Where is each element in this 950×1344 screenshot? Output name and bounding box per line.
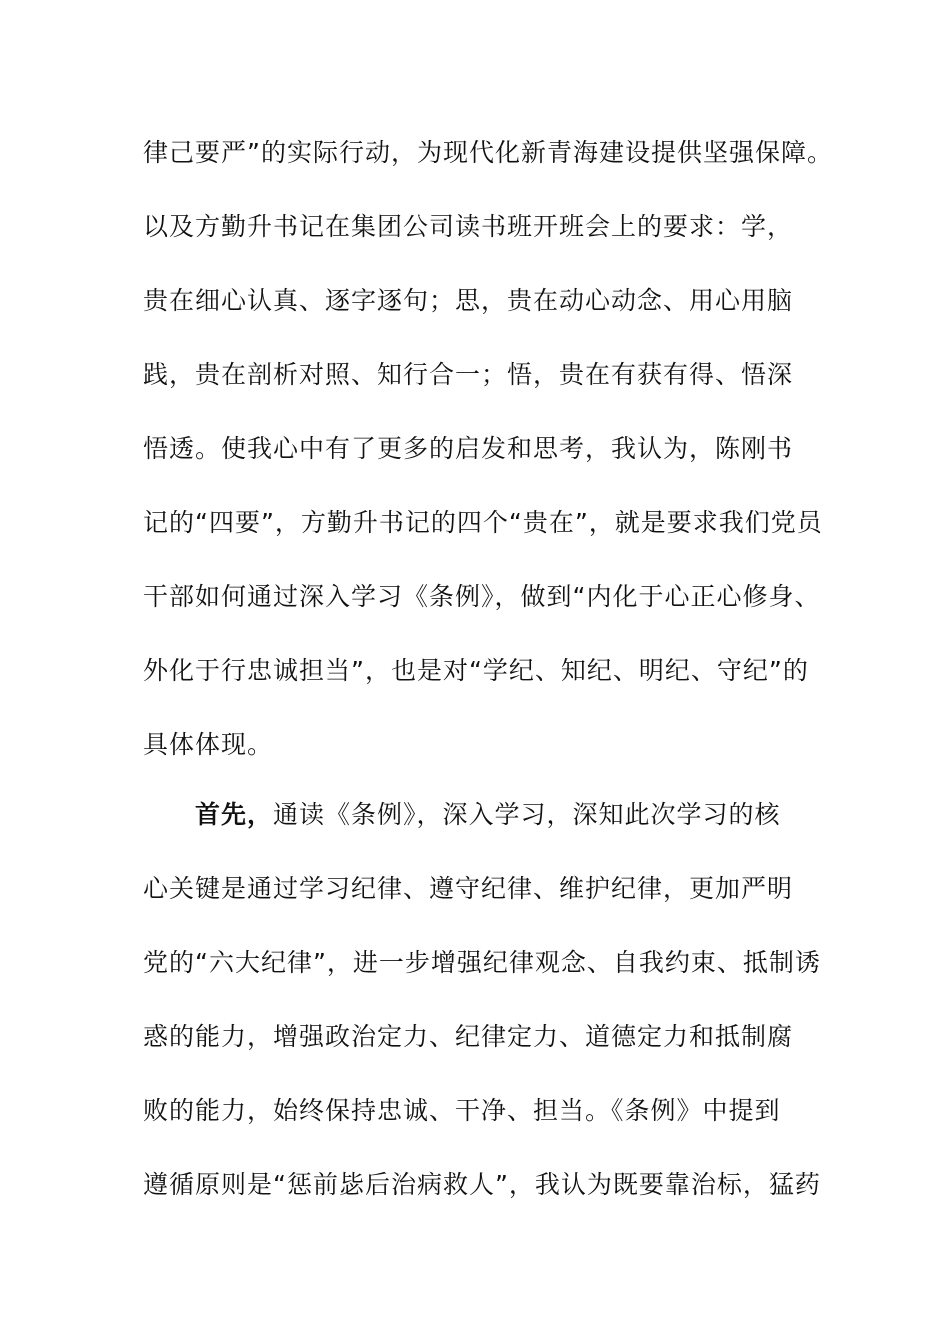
paragraph-2-first-rest: 通读《条例》，深入学习，深知此次学习的核: [273, 800, 781, 829]
text-line-11: 心关键是通过学习纪律、遵守纪律、维护纪律，更加严明: [143, 874, 794, 903]
text-line-13: 惑的能力，增强政治定力、纪律定力、道德定力和抵制腐: [143, 1022, 794, 1051]
text-line-12: 党的“六大纪律”，进一步增强纪律观念、自我约束、抵制诱: [143, 948, 821, 977]
text-line-7: 干部如何通过深入学习《条例》，做到“内化于心正心修身、: [143, 582, 821, 611]
text-line-5: 悟透。使我心中有了更多的启发和思考，我认为，陈刚书: [143, 434, 794, 463]
text-line-4: 践，贵在剖析对照、知行合一；悟，贵在有获有得、悟深: [143, 360, 794, 389]
text-line-9: 具体体现。: [143, 730, 274, 759]
text-line-15: 遵循原则是“惩前毖后治病救人”，我认为既要靠治标，猛药: [143, 1170, 821, 1199]
text-line-14: 败的能力，始终保持忠诚、干净、担当。《条例》中提到: [143, 1096, 781, 1125]
paragraph-lead-bold: 首先，: [195, 800, 274, 829]
text-line-6: 记的“四要”，方勤升书记的四个“贵在”，就是要求我们党员: [143, 508, 823, 537]
text-line-8: 外化于行忠诚担当”，也是对“学纪、知纪、明纪、守纪”的: [143, 656, 809, 685]
text-line-1: 律己要严”的实际行动，为现代化新青海建设提供坚强保障。: [143, 138, 833, 167]
text-line-3: 贵在细心认真、逐字逐句；思，贵在动心动念、用心用脑: [143, 286, 794, 315]
text-line-2: 以及方勤升书记在集团公司读书班开班会上的要求：学，: [143, 212, 794, 241]
paragraph-2-first-line: [195, 800, 781, 830]
